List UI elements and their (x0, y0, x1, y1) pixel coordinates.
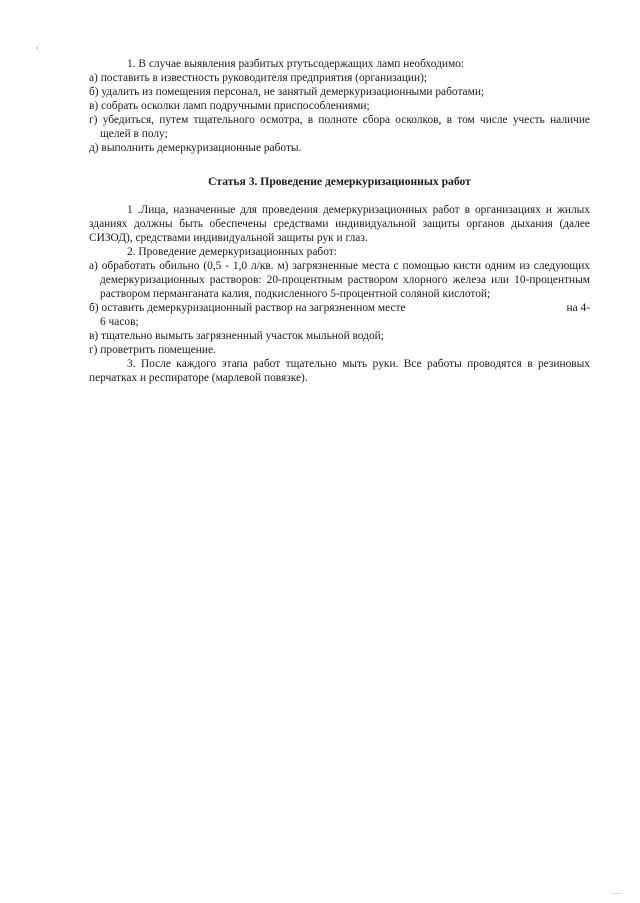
list-item: г) убедиться, путем тщательного осмотра, в полноте сбора осколков, в том числе учесть наличие щелей в полу; (89, 114, 590, 140)
list-item-a: а) обработать обильно (0,5 - 1,0 л/кв. м) загрязненные места с помощью кисти одним из следующих демеркуризационных растворов: 20-процентным раствором хлорного железа или 10-процентным раствором перманганата калия, подкисленного 5-процентной соляной кислотой; (89, 260, 590, 300)
list-item-b-continuation: 6 часов; (100, 316, 139, 328)
list-item: д) выполнить демеркуризационные работы. (89, 142, 302, 154)
list-item-c: в) тщательно вымыть загрязненный участок мыльной водой; (89, 330, 384, 342)
paragraph-2: 2. Проведение демеркуризационных работ: (127, 246, 337, 258)
list-item-d: г) проветрить помещение. (89, 344, 216, 356)
list-item-b-text: б) оставить демеркуризационный раствор на загрязненном месте (89, 302, 406, 314)
section1-lead: 1. В случае выявления разбитых ртутьсодержащих ламп необходимо: (127, 58, 465, 70)
scan-speck (612, 893, 622, 894)
list-item: б) удалить из помещения персонал, не занятый демеркуризационными работами; (89, 86, 485, 98)
paragraph-1: 1 .Лица, назначенные для проведения демеркуризационных работ в организациях и жилых зданиях должны быть обеспечены средствами индивидуальной защиты органов дыхания (далее СИЗОД), средствами индивидуальной защиты рук и глаз. (89, 204, 590, 244)
list-item-b-tail: на 4- (566, 302, 590, 314)
paragraph-3: 3. После каждого этапа работ тщательно мыть руки. Все работы проводятся в резиновых перчатках и респираторе (марлевой повязке). (89, 358, 590, 384)
scan-speck (36, 47, 38, 49)
article-heading: Статья 3. Проведение демеркуризационных работ (208, 175, 471, 188)
section1-block (89, 57, 590, 155)
article3-body (89, 203, 590, 385)
list-item: в) собрать осколки ламп подручными приспособлениями; (89, 100, 370, 112)
list-item: а) поставить в известность руководителя предприятия (организации); (89, 72, 428, 84)
list-item-b (89, 301, 590, 315)
